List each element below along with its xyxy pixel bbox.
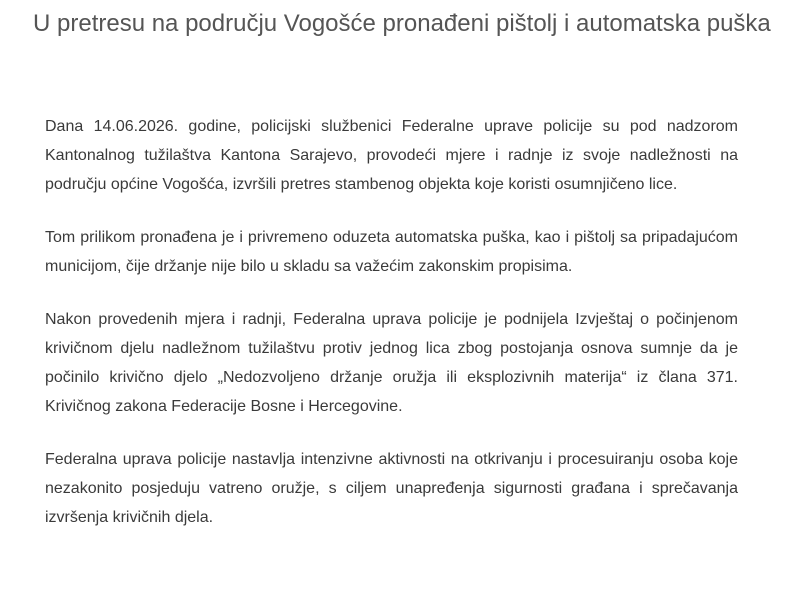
article-body: [45, 112, 738, 556]
article-paragraph: Dana 14.06.2026. godine, policijski službenici Federalne uprave policije su pod nadzorom Kantonalnog tužilaštva Kantona Sarajevo, provodeći mjere i radnje iz svoje nadležnosti na području općine Vogošća, izvršili pretres stambenog objekta koje koristi osumnjičeno lice.: [45, 118, 738, 193]
article-paragraph: Federalna uprava policije nastavlja intenzivne aktivnosti na otkrivanju i procesuiranju osoba koje nezakonito posjeduju vatreno oružje, s ciljem unapređenja sigurnosti građana i sprečavanja izvršenja krivičnih djela.: [45, 451, 738, 526]
article-paragraph: Nakon provedenih mjera i radnji, Federalna uprava policije je podnijela Izvještaj o počinjenom krivičnom djelu nadležnom tužilaštvu protiv jednog lica zbog postojanja osnova sumnje da je počinilo krivično djelo „Nedozvoljeno držanje oružja ili eksplozivnih materija“ iz člana 371. Krivičnog zakona Federacije Bosne i Hercegovine.: [45, 311, 738, 415]
article-paragraph: Tom prilikom pronađena je i privremeno oduzeta automatska puška, kao i pištolj sa pripadajućom municijom, čije držanje nije bilo u skladu sa važećim zakonskim propisima.: [45, 229, 738, 275]
article-title: U pretresu na području Vogošće pronađeni pištolj i automatska puška: [33, 10, 771, 37]
